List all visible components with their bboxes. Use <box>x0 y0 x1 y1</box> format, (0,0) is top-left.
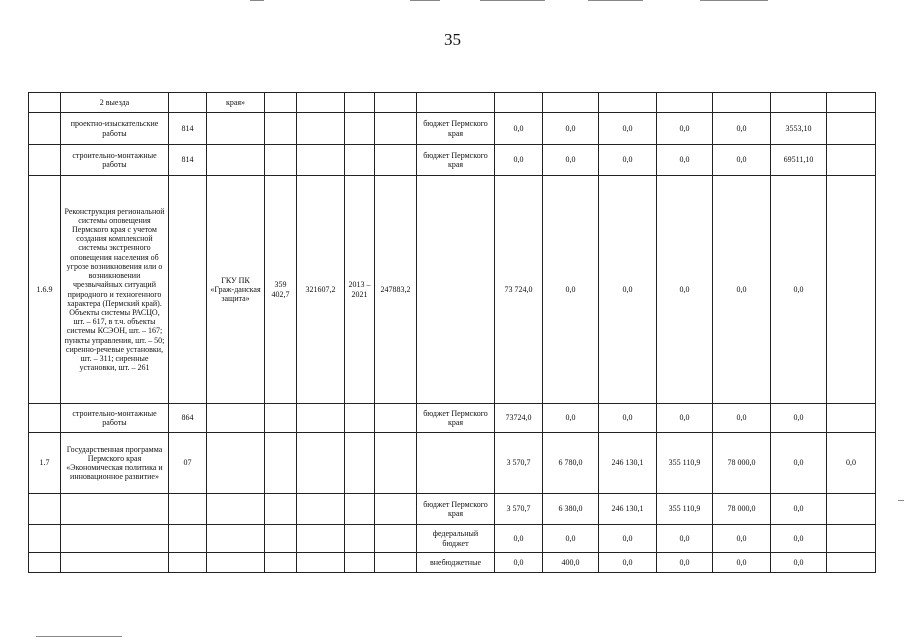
value-cell: 0,0 <box>713 145 771 176</box>
period-cell: 2013 – 2021 <box>345 176 375 404</box>
scan-artifact-line <box>588 0 643 1</box>
customer-cell: ГКУ ПК «Граж-данская защита» <box>207 176 265 404</box>
funding-source: бюджет Пермского края <box>417 145 495 176</box>
code-cell: 07 <box>169 433 207 494</box>
value-cell: 78 000,0 <box>713 433 771 494</box>
value-cell: 69511,10 <box>771 145 827 176</box>
value-cell: 0,0 <box>657 553 713 573</box>
row-name: строительно-монтажные работы <box>61 404 169 433</box>
value-cell: 0,0 <box>543 176 599 404</box>
value-cell: 0,0 <box>495 145 543 176</box>
value-cell: 0,0 <box>827 433 876 494</box>
value-cell: 0,0 <box>495 553 543 573</box>
value-cell: 0,0 <box>771 525 827 553</box>
scan-artifact-line <box>898 500 904 501</box>
value-cell: 0,0 <box>713 113 771 145</box>
value-cell: 0,0 <box>599 404 657 433</box>
code-cell: 814 <box>169 113 207 145</box>
table-row <box>29 433 876 494</box>
scan-artifact-line <box>36 636 122 637</box>
value-cell: 0,0 <box>771 494 827 525</box>
table-row <box>29 404 876 433</box>
table-row <box>29 176 876 404</box>
scan-artifact-line <box>480 0 545 1</box>
value-cell: 0,0 <box>657 113 713 145</box>
table-row <box>29 145 876 176</box>
page-number: 35 <box>444 30 461 49</box>
code-cell: 864 <box>169 404 207 433</box>
value-cell: 0,0 <box>599 176 657 404</box>
item-number: 1.6.9 <box>29 176 61 404</box>
value-cell: 0,0 <box>599 145 657 176</box>
value-cell: 6 780,0 <box>543 433 599 494</box>
value-cell: 0,0 <box>771 433 827 494</box>
value-cell: 0,0 <box>713 176 771 404</box>
row-name: Государственная программа Пермского края «Экономическая политика и инновационное развитие» <box>61 433 169 494</box>
funding-source: бюджет Пермского края <box>417 113 495 145</box>
value-cell: 78 000,0 <box>713 494 771 525</box>
value-cell: 321607,2 <box>297 176 345 404</box>
value-cell: 355 110,9 <box>657 433 713 494</box>
table-row <box>29 553 876 573</box>
value-cell: 0,0 <box>657 404 713 433</box>
value-cell: 0,0 <box>599 525 657 553</box>
value-cell: 6 380,0 <box>543 494 599 525</box>
value-cell: 3 570,7 <box>495 433 543 494</box>
value-cell: 0,0 <box>657 176 713 404</box>
value-cell: 0,0 <box>713 404 771 433</box>
budget-table <box>28 92 876 573</box>
funding-source: внебюджетные <box>417 553 495 573</box>
value-cell: 246 130,1 <box>599 494 657 525</box>
value-cell: 3553,10 <box>771 113 827 145</box>
table-row <box>29 113 876 145</box>
value-cell: 355 110,9 <box>657 494 713 525</box>
funding-source: бюджет Пермского края <box>417 494 495 525</box>
value-cell: 73 724,0 <box>495 176 543 404</box>
value-cell: 3 570,7 <box>495 494 543 525</box>
value-cell: 0,0 <box>495 525 543 553</box>
value-cell: 0,0 <box>543 113 599 145</box>
customer-cell: края» <box>207 93 265 113</box>
value-cell: 0,0 <box>771 553 827 573</box>
funding-source: федеральный бюджет <box>417 525 495 553</box>
code-cell: 814 <box>169 145 207 176</box>
row-name: строительно-монтажные работы <box>61 145 169 176</box>
value-cell: 0,0 <box>495 113 543 145</box>
value-cell: 0,0 <box>771 404 827 433</box>
value-cell: 73724,0 <box>495 404 543 433</box>
value-cell: 0,0 <box>543 525 599 553</box>
scan-artifact-line <box>250 0 264 1</box>
value-cell: 0,0 <box>657 525 713 553</box>
value-cell: 400,0 <box>543 553 599 573</box>
item-number: 1.7 <box>29 433 61 494</box>
funding-source: бюджет Пермского края <box>417 404 495 433</box>
value-cell: 0,0 <box>657 145 713 176</box>
value-cell: 0,0 <box>713 525 771 553</box>
value-cell: 0,0 <box>599 113 657 145</box>
value-cell: 0,0 <box>599 553 657 573</box>
table-row <box>29 525 876 553</box>
value-cell: 247883,2 <box>375 176 417 404</box>
table-row <box>29 494 876 525</box>
value-cell: 0,0 <box>543 404 599 433</box>
value-cell: 246 130,1 <box>599 433 657 494</box>
row-name: проектно-изыскательские работы <box>61 113 169 145</box>
scan-artifact-line <box>410 0 440 1</box>
value-cell: 0,0 <box>771 176 827 404</box>
row-name: 2 выезда <box>61 93 169 113</box>
value-cell: 359 402,7 <box>265 176 297 404</box>
value-cell: 0,0 <box>543 145 599 176</box>
table-row <box>29 93 876 113</box>
value-cell: 0,0 <box>713 553 771 573</box>
scan-artifact-line <box>700 0 768 1</box>
row-name: Реконструкция региональной системы оповещения Пермского края с учетом создания комплексной системы экстренного оповещения населения об угрозе возникновения или о возникновении чрезвычайных ситуаций природного и техногенного характера (Пермский край). Объекты системы РАСЦО, шт. – 617, в т.ч. объекты системы КСЭОН, шт. – 167; пункты управления, шт. – 50; сиренно-речевые установки, шт. – 311; сиренные установки, шт. – 261 <box>61 176 169 404</box>
